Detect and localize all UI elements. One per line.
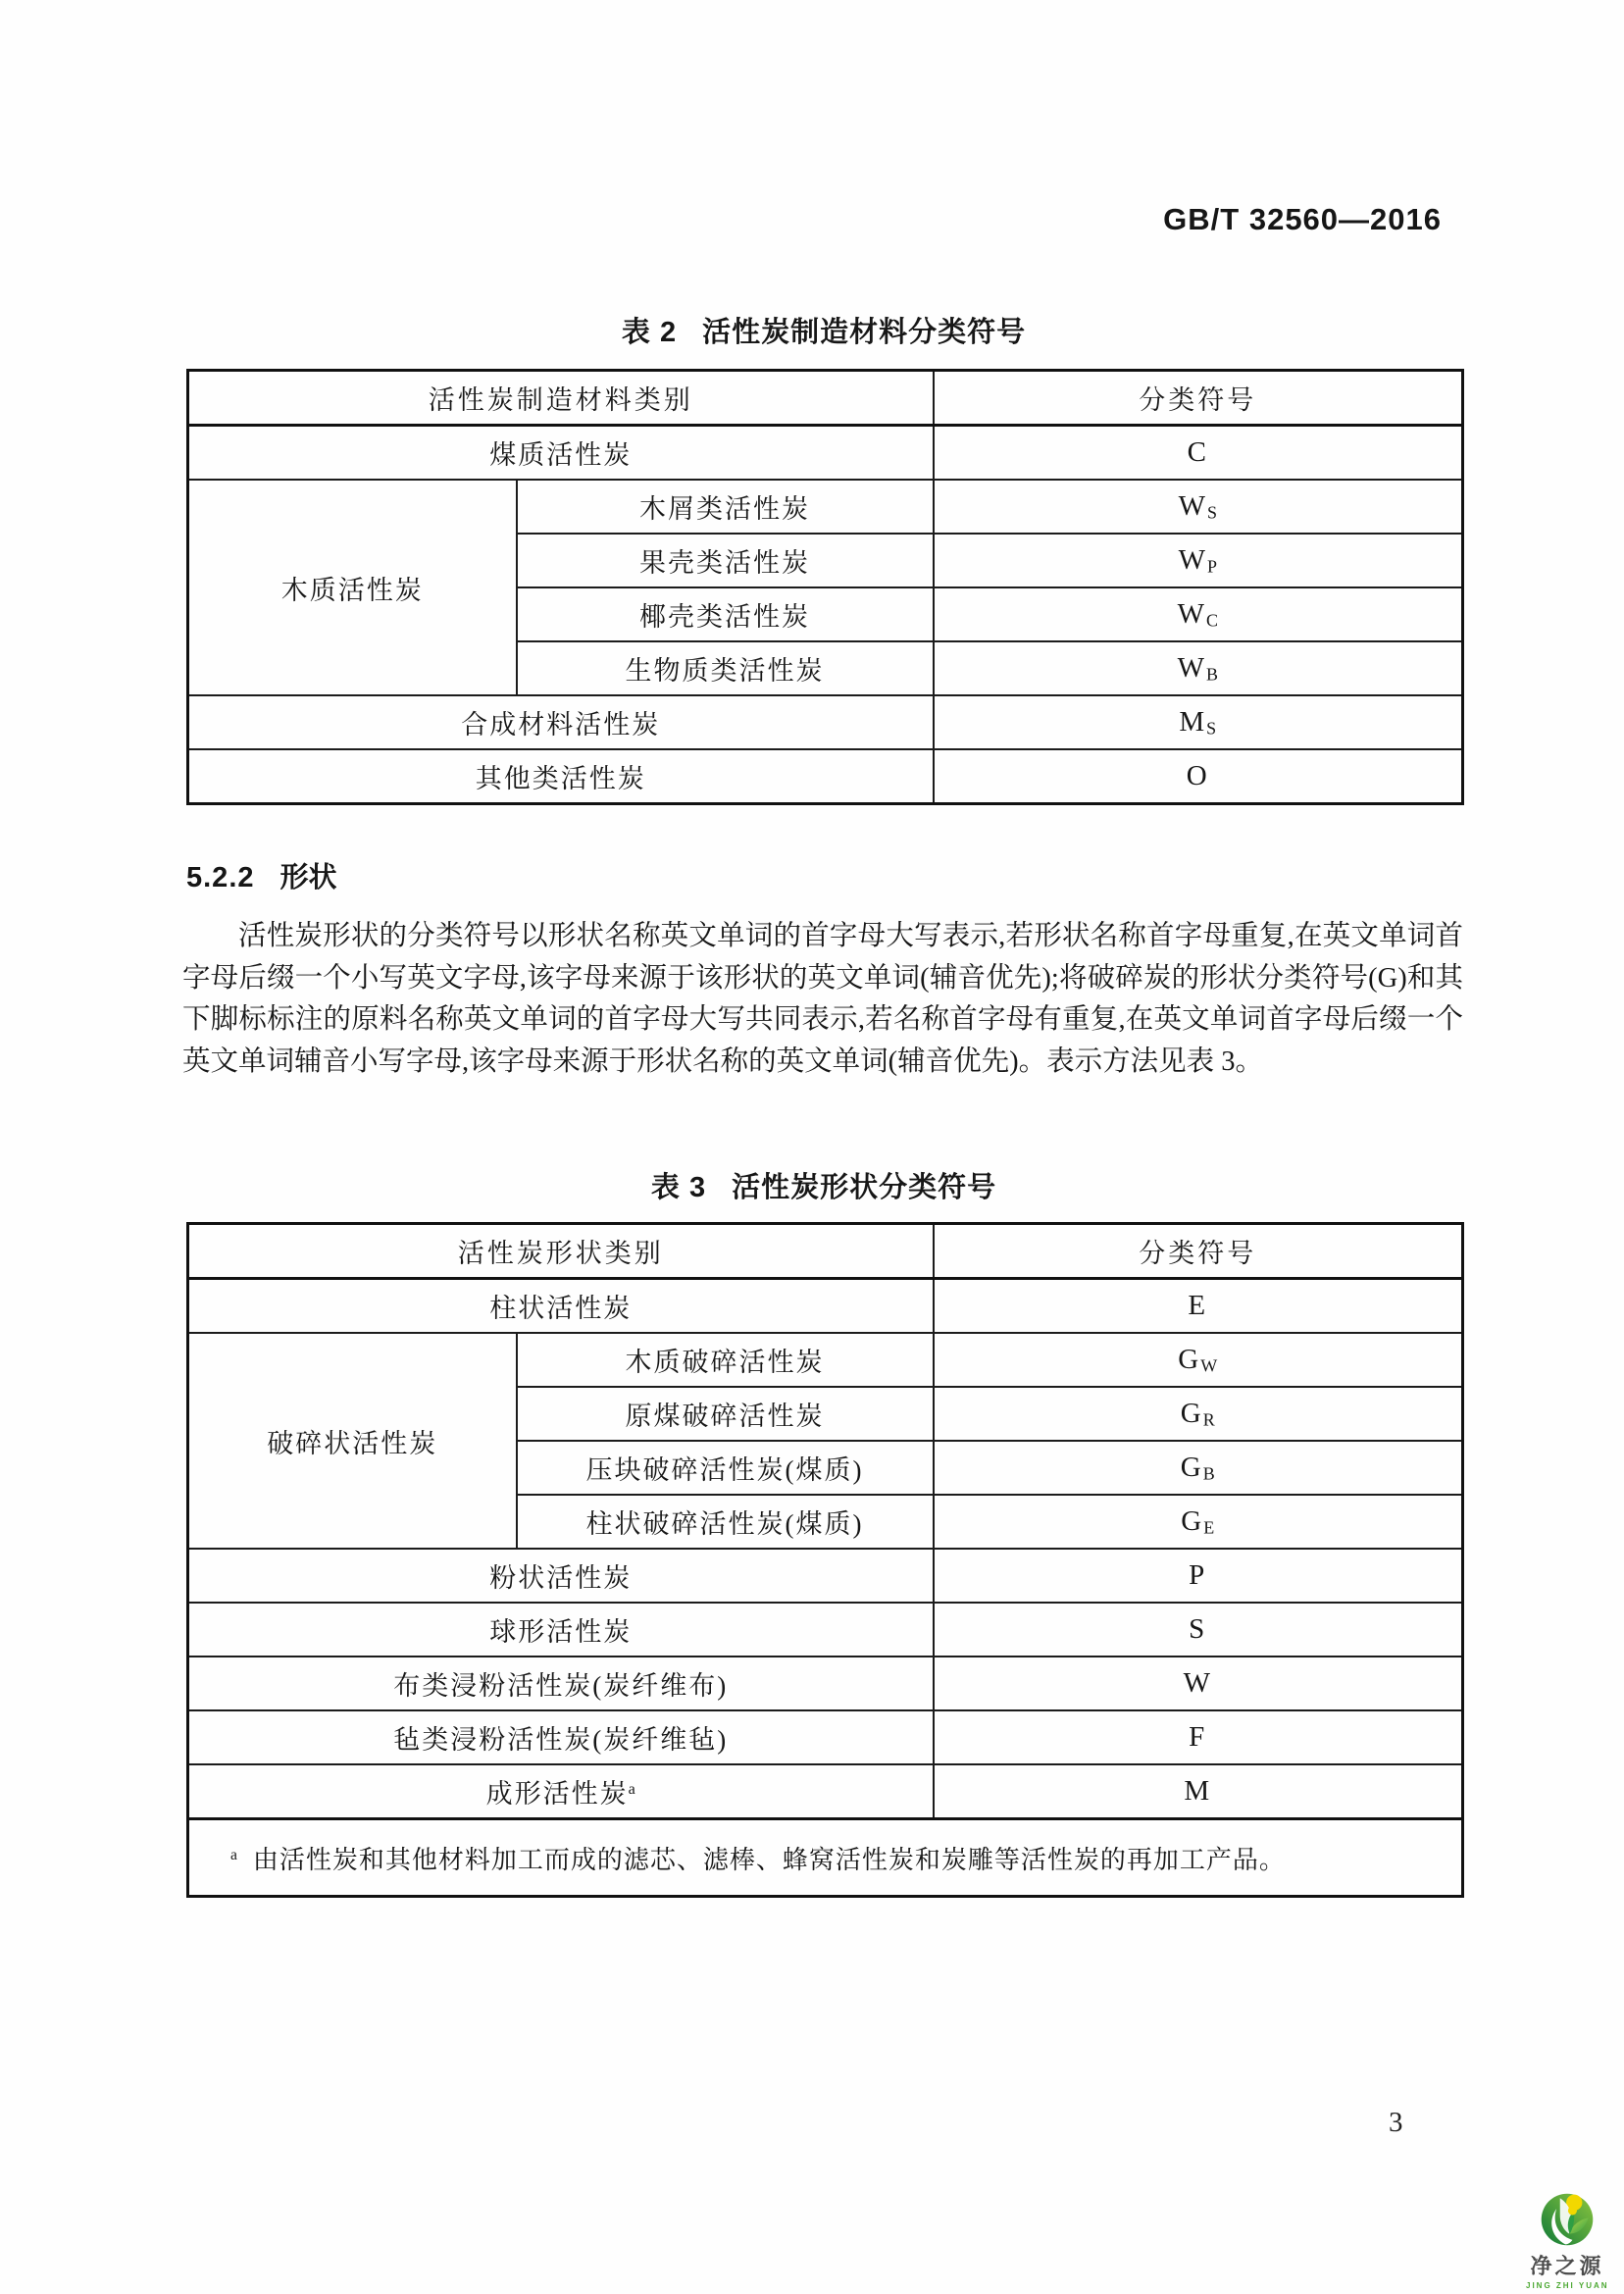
table-cell-category: 木质破碎活性炭	[517, 1333, 934, 1387]
brand-logo	[1526, 2191, 1608, 2290]
table-row	[188, 695, 1463, 749]
section-heading	[186, 855, 337, 895]
table-footnote-row	[188, 1819, 1463, 1897]
body-paragraph: 活性炭形状的分类符号以形状名称英文单词的首字母大写表示,若形状名称首字母重复,在英文单词首字母后缀一个小写英文字母,该字母来源于该形状的英文单词(辅音优先);将破碎炭的形状分类符号(G)和其下脚标标注的原料名称英文单词的首字母大写共同表示,若名称首字母有重复,在英文单词首字母后缀一个英文单词辅音小写字母,该字母来源于形状名称的英文单词(辅音优先)。表示方法见表 3。	[182, 921, 1463, 1077]
table-row	[188, 1657, 1463, 1710]
table-cell-symbol: W	[934, 1657, 1463, 1710]
table-cell-category: 原煤破碎活性炭	[517, 1387, 934, 1441]
table3-caption-label: 表 3	[650, 1172, 707, 1203]
table2-caption	[186, 310, 1461, 350]
table-cell-group: 破碎状活性炭	[188, 1333, 517, 1549]
table3-col1-header: 活性炭形状类别	[188, 1224, 934, 1279]
table-cell-symbol: $W_P$	[934, 534, 1463, 587]
table-cell-symbol: E	[934, 1279, 1463, 1334]
table-row	[188, 749, 1463, 804]
table-cell-symbol: F	[934, 1710, 1463, 1764]
table-cell-symbol: $G_B$	[934, 1441, 1463, 1495]
table-cell-symbol: $G_E$	[934, 1495, 1463, 1549]
table-row	[188, 1764, 1463, 1819]
section-number: 5.2.2	[186, 862, 255, 893]
footnote-marker: a	[628, 1780, 635, 1799]
table-row	[188, 1603, 1463, 1657]
table-cell-category: 压块破碎活性炭(煤质)	[517, 1441, 934, 1495]
table2-caption-label: 表 2	[621, 317, 678, 348]
table-cell-category: 果壳类活性炭	[517, 534, 934, 587]
leaf-logo-icon	[1539, 2191, 1596, 2248]
table3-caption-text: 活性炭形状分类符号	[732, 1172, 997, 1203]
table-cell-category: 布类浸粉活性炭(炭纤维布)	[188, 1657, 934, 1710]
table-footnote: $^a$ 由活性炭和其他材料加工而成的滤芯、滤棒、蜂窝活性炭和炭雕等活性炭的再加工产品。	[188, 1819, 1463, 1897]
table3	[186, 1222, 1464, 1898]
table-row	[188, 480, 1463, 534]
table-cell-symbol: $W_C$	[934, 587, 1463, 641]
table-cell-symbol: M	[934, 1764, 1463, 1819]
standard-number: GB/T 32560—2016	[1163, 202, 1442, 236]
table3-col2-header: 分类符号	[934, 1224, 1463, 1279]
table-cell-symbol: C	[934, 426, 1463, 481]
table2-caption-text: 活性炭制造材料分类符号	[702, 317, 1027, 348]
table-cell-symbol: $W_S$	[934, 480, 1463, 534]
section-title: 形状	[279, 862, 337, 893]
table-cell-group: 木质活性炭	[188, 480, 517, 695]
table2-col1-header: 活性炭制造材料类别	[188, 371, 934, 426]
table-cell-symbol: O	[934, 749, 1463, 804]
table-cell-category: 成形活性炭$^a$	[188, 1764, 934, 1819]
table-row	[188, 1549, 1463, 1603]
table2	[186, 369, 1464, 805]
brand-subtitle: JING ZHI YUAN	[1526, 2281, 1609, 2290]
table-cell-category: 煤质活性炭	[188, 426, 934, 481]
table-row	[188, 1333, 1463, 1387]
table2-col2-header: 分类符号	[934, 371, 1463, 426]
footnote-marker: a	[230, 1846, 237, 1863]
table-cell-symbol: P	[934, 1549, 1463, 1603]
page-number: 3	[1389, 2107, 1403, 2138]
table-row	[188, 426, 1463, 481]
table-cell-category: 柱状破碎活性炭(煤质)	[517, 1495, 934, 1549]
table3-caption	[186, 1165, 1461, 1205]
table-cell-category: 柱状活性炭	[188, 1279, 934, 1334]
table-cell-symbol: $G_W$	[934, 1333, 1463, 1387]
table-cell-symbol: $M_S$	[934, 695, 1463, 749]
table-row	[188, 1279, 1463, 1334]
table-cell-category: 椰壳类活性炭	[517, 587, 934, 641]
table-row	[188, 1710, 1463, 1764]
table-cell-category: 生物质类活性炭	[517, 641, 934, 695]
table-cell-category: 木屑类活性炭	[517, 480, 934, 534]
table-cell-symbol: $G_R$	[934, 1387, 1463, 1441]
table-cell-category: 粉状活性炭	[188, 1549, 934, 1603]
table-cell-symbol: $W_B$	[934, 641, 1463, 695]
table-cell-symbol: S	[934, 1603, 1463, 1657]
table-cell-category: 合成材料活性炭	[188, 695, 934, 749]
table-cell-category: 毡类浸粉活性炭(炭纤维毡)	[188, 1710, 934, 1764]
brand-name: 净之源	[1530, 2254, 1604, 2278]
table-cell-category: 其他类活性炭	[188, 749, 934, 804]
table-cell-category: 球形活性炭	[188, 1603, 934, 1657]
